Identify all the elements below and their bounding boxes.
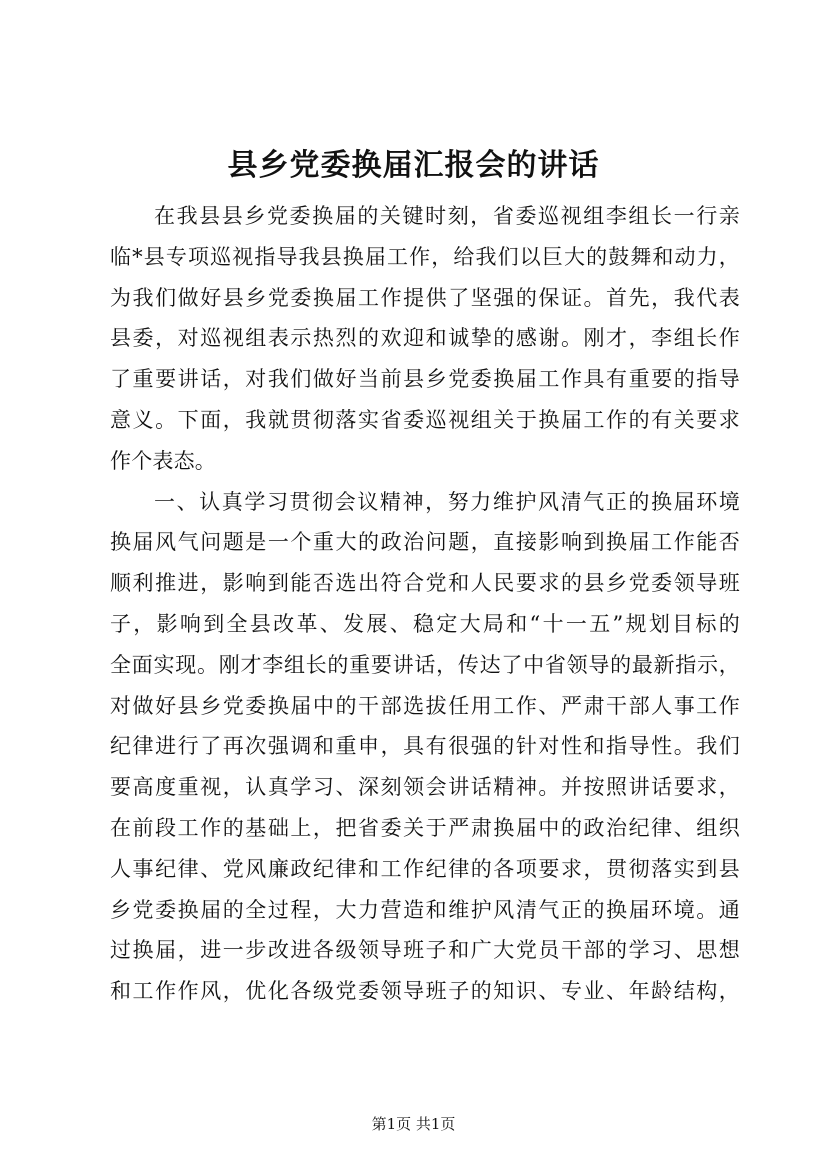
paragraph-line: 纪律进行了再次强调和重申，具有很强的针对性和指导性。我们 [110, 734, 740, 759]
paragraph-line: 在我县县乡党委换届的关键时刻，省委巡视组李组长一行亲 [154, 204, 740, 228]
paragraph-line: 顺利推进，影响到能否选出符合党和人民要求的县乡党委领导班 [110, 571, 740, 596]
paragraph-line: 换届风气问题是一个重大的政治问题，直接影响到换届工作能否 [110, 530, 740, 555]
paragraph-line: 临*县专项巡视指导我县换届工作，给我们以巨大的鼓舞和动力， [110, 244, 740, 269]
paragraph-line: 了重要讲话，对我们做好当前县乡党委换届工作具有重要的指导 [110, 367, 740, 392]
paragraph-line: 对做好县乡党委换届中的干部选拔任用工作、严肃干部人事工作 [110, 693, 740, 718]
paragraph-line: 子，影响到全县改革、发展、稳定大局和“十一五”规划目标的 [110, 611, 740, 636]
document-body [110, 196, 740, 1012]
document-title: 县乡党委换届汇报会的讲话 [227, 148, 600, 183]
paragraph-line: 为我们做好县乡党委换届工作提供了坚强的保证。首先，我代表 [110, 285, 740, 310]
paragraph-line: 全面实现。刚才李组长的重要讲话，传达了中省领导的最新指示， [110, 652, 740, 677]
paragraph-line: 过换届，进一步改进各级领导班子和广大党员干部的学习、思想 [110, 938, 740, 963]
paragraph-line: 人事纪律、党风廉政纪律和工作纪律的各项要求，贯彻落实到县 [110, 856, 740, 881]
paragraph-line: 和工作作风，优化各级党委领导班子的知识、专业、年龄结构， [110, 979, 740, 1004]
paragraph-line: 在前段工作的基础上，把省委关于严肃换届中的政治纪律、组织 [110, 815, 740, 840]
paragraph-line: 意义。下面，我就贯彻落实省委巡视组关于换届工作的有关要求 [110, 407, 740, 432]
paragraph-line: 要高度重视，认真学习、深刻领会讲话精神。并按照讲话要求， [110, 775, 740, 800]
paragraph-line: 县委，对巡视组表示热烈的欢迎和诚挚的感谢。刚才，李组长作 [110, 326, 740, 351]
page-number-footer: 第1页 共1页 [371, 1115, 456, 1133]
section-heading-line: 一、认真学习贯彻会议精神，努力维护风清气正的换届环境 [154, 489, 740, 514]
paragraph-line: 作个表态。 [110, 448, 216, 473]
paragraph-line: 乡党委换届的全过程，大力营造和维护风清气正的换届环境。通 [110, 897, 740, 922]
